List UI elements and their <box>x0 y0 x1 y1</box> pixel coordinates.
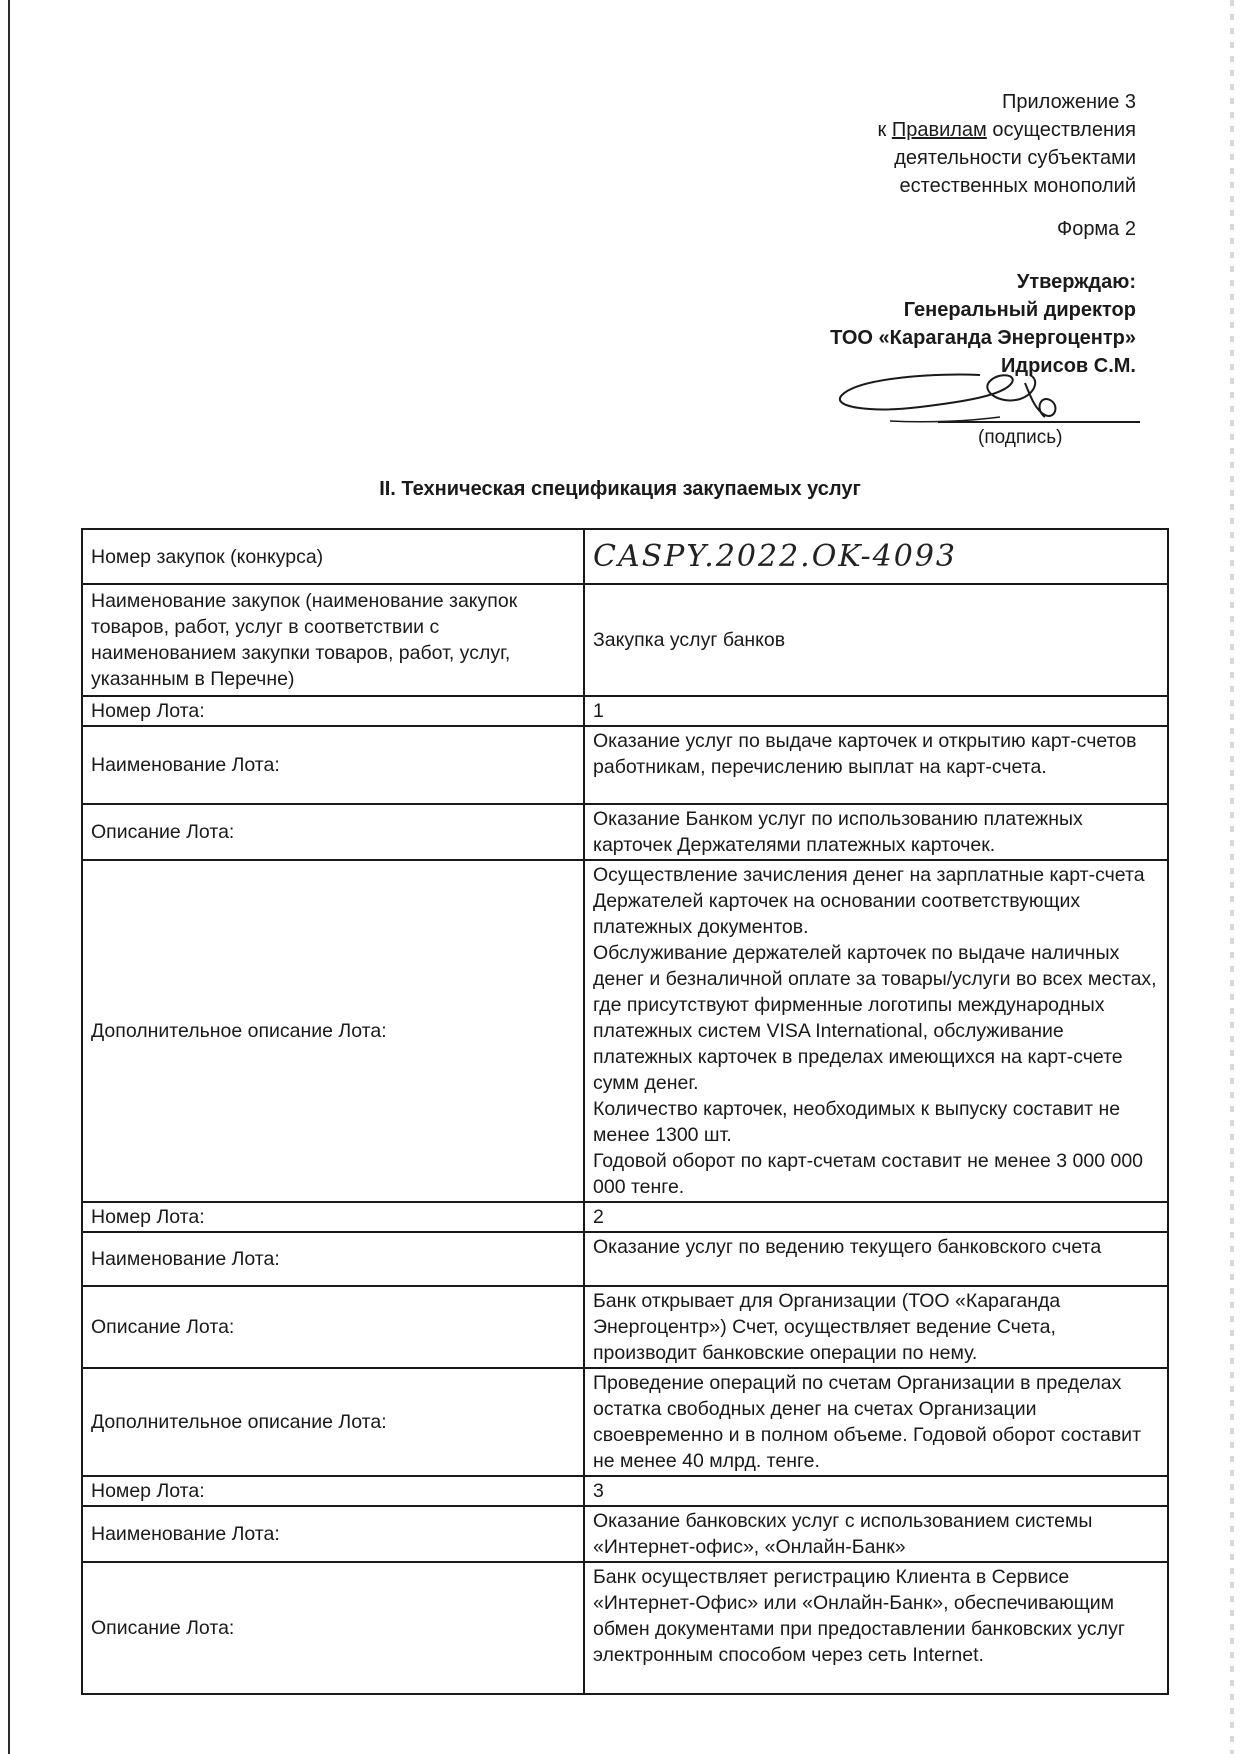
row-label: Наименование Лота: <box>82 726 584 804</box>
approval-line-3: ТОО «Караганда Энергоцентр» <box>830 327 1136 349</box>
row-value: 1 <box>584 696 1168 726</box>
row-label: Номер закупок (конкурса) <box>82 529 584 584</box>
row-label: Наименование Лота: <box>82 1232 584 1286</box>
row-value: Оказание Банком услуг по использованию платежных карточек Держателями платежных карточек. <box>584 804 1168 860</box>
signature-line <box>938 421 1140 423</box>
row-value: Оказание услуг по ведению текущего банковского счета <box>584 1232 1168 1286</box>
row-label: Номер Лота: <box>82 696 584 726</box>
table-row <box>82 529 1168 584</box>
row-value: 3 <box>584 1476 1168 1506</box>
row-value: 2 <box>584 1202 1168 1232</box>
signature-caption: (подпись) <box>978 427 1063 448</box>
row-label: Описание Лота: <box>82 1562 584 1694</box>
row-label: Описание Лота: <box>82 1286 584 1368</box>
row-value: Осуществление зачисления денег на зарплатные карт-счета Держателей карточек на основании соответствующих платежных документов. Обслуживание держателей карточек по выдаче наличных денег и безналичной оплате за товары/услуги во всех местах, где присутствуют фирменные логотипы международных платежных систем VISA International, обслуживание платежных карточек в пределах имеющихся на карт-счете сумм денег. Количество карточек, необходимых к выпуску составит не менее 1300 шт. Годовой оборот по карт-счетам составит не менее 3 000 000 000 тенге. <box>584 860 1168 1202</box>
approval-line-2: Генеральный директор <box>903 299 1136 321</box>
table-row <box>82 1232 1168 1286</box>
table-row <box>82 1506 1168 1562</box>
table-row <box>82 584 1168 696</box>
rules-link[interactable]: Правилам <box>891 119 987 141</box>
specification-table <box>81 528 1169 1695</box>
appendix-line-1: Приложение 3 <box>1002 91 1136 113</box>
row-value: Проведение операций по счетам Организации в пределах остатка свободных денег на счетах Организации своевременно и в полном объеме. Годовой оборот составит не менее 40 млрд. тенге. <box>584 1368 1168 1476</box>
section-title: II. Техническая спецификация закупаемых услуг <box>379 478 861 500</box>
row-label: Наименование Лота: <box>82 1506 584 1562</box>
table-row <box>82 1202 1168 1232</box>
table-row <box>82 726 1168 804</box>
appendix-prefix: к <box>877 119 892 141</box>
table-row <box>82 1286 1168 1368</box>
row-value: Закупка услуг банков <box>584 584 1168 696</box>
table-row <box>82 860 1168 1202</box>
row-label: Дополнительное описание Лота: <box>82 1368 584 1476</box>
scan-edge-right <box>1230 0 1234 1754</box>
table-row <box>82 1562 1168 1694</box>
appendix-header <box>878 88 1136 200</box>
row-label: Описание Лота: <box>82 804 584 860</box>
row-value: Оказание услуг по выдаче карточек и открытию карт-счетов работникам, перечислению выплат на карт-счета. <box>584 726 1168 804</box>
row-value: Оказание банковских услуг с использованием системы «Интернет-офис», «Онлайн-Банк» <box>584 1506 1168 1562</box>
approval-line-1: Утверждаю: <box>1016 271 1136 293</box>
row-label: Наименование закупок (наименование закупок товаров, работ, услуг в соответствии с наименованием закупки товаров, работ, услуг, указанным в Перечне) <box>82 584 584 696</box>
appendix-line-4: естественных монополий <box>899 175 1136 197</box>
appendix-suffix: осуществления <box>986 119 1136 141</box>
row-label: Номер Лота: <box>82 1202 584 1232</box>
table-row <box>82 696 1168 726</box>
procurement-number-handwritten: CASPY.2022.OK-4093 <box>584 529 1168 584</box>
row-value: Банк открывает для Организации (ТОО «Караганда Энергоцентр») Счет, осуществляет ведение Счета, производит банковские операции по нему. <box>584 1286 1168 1368</box>
signature-scribble <box>830 355 1130 435</box>
table-row <box>82 1368 1168 1476</box>
approval-line-4: Идрисов С.М. <box>1001 355 1136 377</box>
row-label: Дополнительное описание Лота: <box>82 860 584 1202</box>
appendix-line-3: деятельности субъектами <box>894 147 1136 169</box>
form-label: Форма 2 <box>1056 218 1136 240</box>
table-row <box>82 804 1168 860</box>
scan-edge-left <box>8 0 10 1754</box>
table-row <box>82 1476 1168 1506</box>
row-value: Банк осуществляет регистрацию Клиента в Сервисе «Интернет-Офис» или «Онлайн-Банк», обеспечивающим обмен документами при предоставлении банковских услуг электронным способом через сеть Internet. <box>584 1562 1168 1694</box>
appendix-line-2 <box>878 116 1136 144</box>
row-label: Номер Лота: <box>82 1476 584 1506</box>
